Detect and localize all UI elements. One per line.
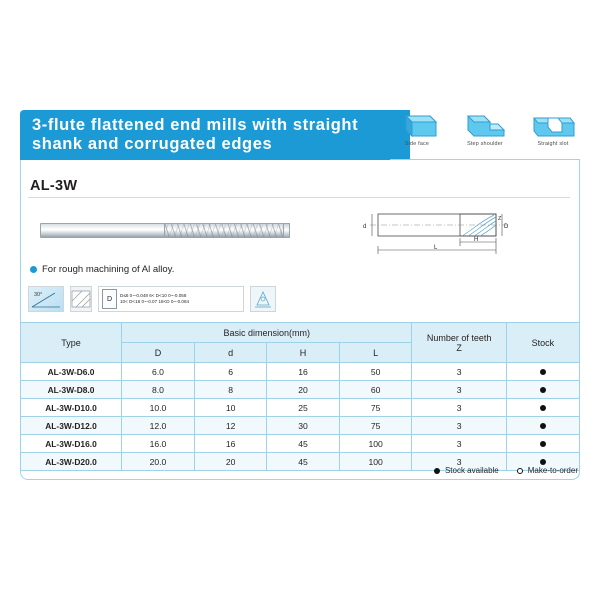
- table-row[interactable]: [21, 381, 580, 399]
- cell-stock: [506, 417, 579, 435]
- cell-shank: 8: [194, 381, 266, 399]
- application-icon-caption: Step shoulder: [467, 141, 503, 147]
- stock-available-dot: [540, 459, 546, 465]
- svg-text:H: H: [474, 237, 479, 243]
- page-title: [32, 116, 402, 154]
- application-icon-side-face: [390, 110, 444, 147]
- cell-z: 3: [412, 399, 506, 417]
- cell-z: 3: [412, 363, 506, 381]
- legend-make-to-order-icon: [517, 468, 523, 474]
- cell-h: 30: [267, 417, 339, 435]
- cell-shank: 12: [194, 417, 266, 435]
- cell-l: 75: [339, 417, 412, 435]
- stock-available-dot: [540, 369, 546, 375]
- header-d-shank: d: [194, 343, 266, 363]
- side-face-icon: [390, 110, 444, 140]
- tolerance-symbol: D: [102, 289, 117, 309]
- tolerance-line-2: 10< D<18 0~-0.07 18<D 0~-0.084: [120, 299, 190, 304]
- table-row[interactable]: [21, 399, 580, 417]
- helix-angle-value: 30°: [34, 292, 43, 298]
- legend-available-label: Stock available: [444, 466, 499, 475]
- cell-h: 25: [267, 399, 339, 417]
- cell-type: AL-3W-D20.0: [21, 453, 122, 471]
- stock-available-dot: [540, 423, 546, 429]
- model-code: AL-3W: [30, 178, 78, 194]
- technical-drawing: [360, 202, 540, 260]
- cell-stock: [506, 399, 579, 417]
- cell-l: 50: [339, 363, 412, 381]
- cell-h: 45: [267, 435, 339, 453]
- cell-z: 3: [412, 381, 506, 399]
- cell-stock: [506, 381, 579, 399]
- tolerance-line-1: D≤6 0~-0.048 6< D<10 0~-0.058: [120, 293, 187, 298]
- cell-d: 6.0: [122, 363, 195, 381]
- header-teeth-line1: Number of teeth: [426, 332, 492, 343]
- cell-z: 3: [412, 435, 506, 453]
- tool-shank: [40, 223, 165, 238]
- straight-slot-icon: [526, 110, 580, 140]
- header-teeth: [412, 323, 506, 363]
- stock-available-dot: [540, 387, 546, 393]
- cell-h: 45: [267, 453, 339, 471]
- cell-type: AL-3W-D16.0: [21, 435, 122, 453]
- header-h: H: [267, 343, 339, 363]
- cell-shank: 6: [194, 363, 266, 381]
- cell-type: AL-3W-D10.0: [21, 399, 122, 417]
- tool-photo: [40, 214, 290, 246]
- header-type: Type: [21, 323, 122, 363]
- cell-h: 16: [267, 363, 339, 381]
- model-divider: [28, 197, 570, 198]
- stock-legend: [434, 466, 578, 475]
- application-icon-straight-slot: [526, 110, 580, 147]
- spec-icon-strip: [28, 284, 278, 314]
- cell-l: 100: [339, 453, 412, 471]
- step-shoulder-icon: [458, 110, 512, 140]
- table-row[interactable]: [21, 363, 580, 381]
- tool-corrugated-flutes: [164, 223, 284, 238]
- application-icon-caption: Side face: [404, 141, 430, 147]
- bullet-icon: [30, 266, 37, 273]
- tool-tip: [283, 223, 290, 238]
- svg-text:d: d: [363, 224, 367, 230]
- cell-type: AL-3W-D12.0: [21, 417, 122, 435]
- page-title-line1: 3-flute flattened end mills with straight: [32, 116, 359, 134]
- table-body: [21, 363, 580, 471]
- application-icons: [390, 110, 580, 160]
- application-icon-caption: Straight slot: [537, 141, 569, 147]
- svg-text:L: L: [434, 245, 438, 251]
- header-d-major: D: [122, 343, 195, 363]
- legend-make-to-order-label: Make-to-order: [527, 466, 578, 475]
- table-header-row: [21, 323, 580, 343]
- header-l: L: [339, 343, 412, 363]
- cell-z: 3: [412, 417, 506, 435]
- stock-available-dot: [540, 405, 546, 411]
- cell-z: 3: [412, 453, 506, 471]
- application-note-text: For rough machining of Al alloy.: [42, 264, 175, 275]
- cell-shank: 16: [194, 435, 266, 453]
- page-title-line2: shank and corrugated edges: [32, 135, 273, 153]
- cell-shank: 20: [194, 453, 266, 471]
- svg-text:D: D: [504, 224, 509, 230]
- header-teeth-line2: Z: [456, 342, 462, 353]
- cell-type: AL-3W-D8.0: [21, 381, 122, 399]
- table-row[interactable]: [21, 417, 580, 435]
- cell-d: 10.0: [122, 399, 195, 417]
- svg-text:Z: Z: [498, 216, 502, 222]
- table-row[interactable]: [21, 435, 580, 453]
- helix-angle-icon: [28, 286, 64, 312]
- cell-type: AL-3W-D6.0: [21, 363, 122, 381]
- cell-h: 20: [267, 381, 339, 399]
- tolerance-table: [98, 286, 244, 312]
- application-note: [30, 264, 174, 275]
- page-header: [20, 110, 580, 160]
- cell-shank: 10: [194, 399, 266, 417]
- coolant-icon: [250, 286, 276, 312]
- cell-l: 100: [339, 435, 412, 453]
- specification-table: [20, 322, 580, 471]
- cell-stock: [506, 363, 579, 381]
- material-hatch-icon: [70, 286, 92, 312]
- header-basic-dimension: Basic dimension(mm): [122, 323, 412, 343]
- cell-d: 16.0: [122, 435, 195, 453]
- cell-l: 75: [339, 399, 412, 417]
- stock-available-dot: [540, 441, 546, 447]
- cell-stock: [506, 435, 579, 453]
- cell-d: 20.0: [122, 453, 195, 471]
- application-icon-step-shoulder: [458, 110, 512, 147]
- cell-d: 8.0: [122, 381, 195, 399]
- legend-available-icon: [434, 468, 440, 474]
- header-stock: Stock: [506, 323, 579, 363]
- cell-d: 12.0: [122, 417, 195, 435]
- cell-l: 60: [339, 381, 412, 399]
